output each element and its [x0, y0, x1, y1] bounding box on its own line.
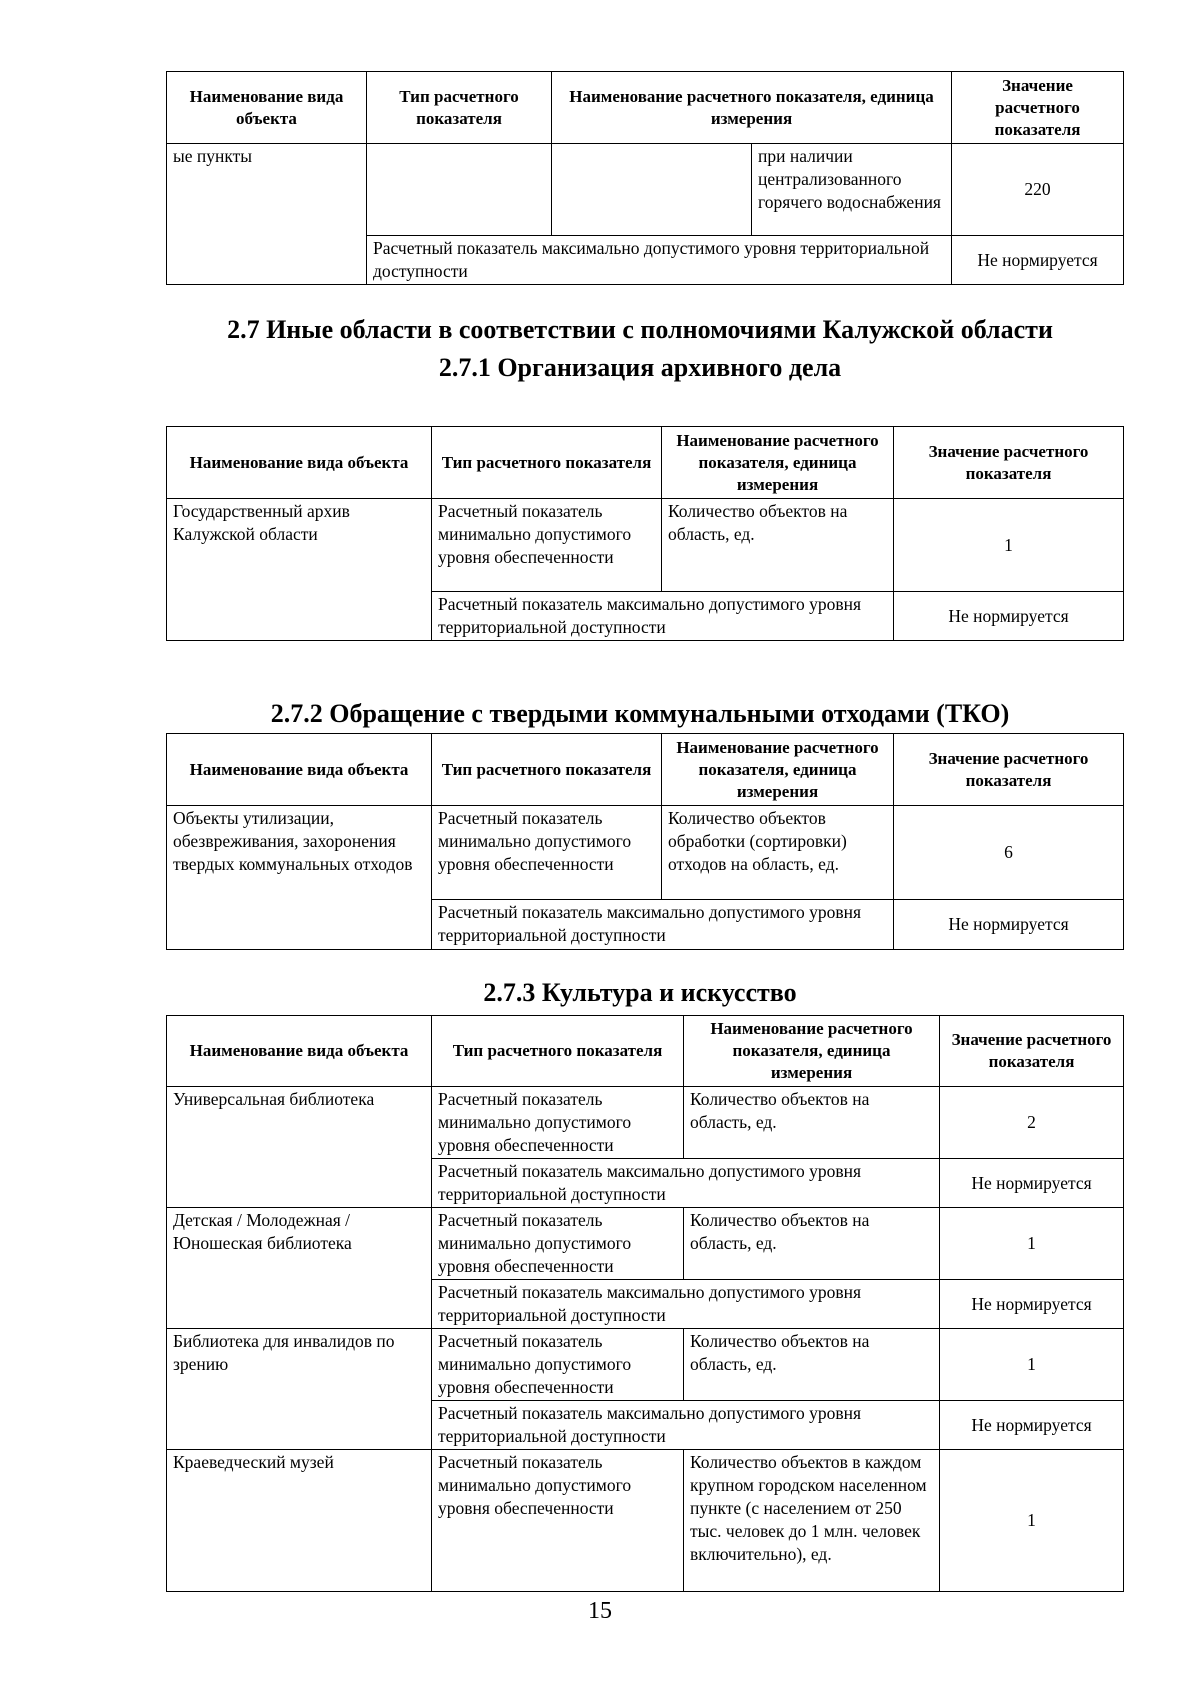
header-object-type: Наименование вида объекта [167, 734, 432, 806]
cell-value: 1 [894, 499, 1124, 592]
cell-value: 1 [940, 1329, 1124, 1401]
cell-value-max: Не нормируется [940, 1280, 1124, 1329]
cell-indicator-name: Количество объектов в каждом крупном городском населенном пункте (с населением от 250 тыс. человек до 1 млн. человек включительно), ед. [684, 1450, 940, 1592]
cell-indicator-name: Количество объектов на область, ед. [684, 1208, 940, 1280]
cell-indicator-type-max: Расчетный показатель максимально допустимого уровня территориальной доступности [432, 1401, 940, 1450]
table-continuation [166, 71, 1124, 285]
cell-object: Библиотека для инвалидов по зрению [167, 1329, 432, 1450]
cell-object: Универсальная библиотека [167, 1087, 432, 1208]
header-indicator-value: Значение расчетного показателя [894, 427, 1124, 499]
header-object-type: Наименование вида объекта [167, 1016, 432, 1087]
cell-indicator-name: Количество объектов обработки (сортировки) отходов на область, ед. [662, 806, 894, 900]
cell-indicator-type-max: Расчетный показатель максимально допустимого уровня территориальной доступности [367, 236, 952, 285]
page-number: 15 [588, 1598, 612, 1624]
header-indicator-type: Тип расчетного показателя [432, 427, 662, 499]
cell-value: 6 [894, 806, 1124, 900]
header-indicator-value: Значение расчетного показателя [940, 1016, 1124, 1087]
cell-indicator-type-min: Расчетный показатель минимально допустимого уровня обеспеченности [432, 806, 662, 900]
cell-indicator-type-min: Расчетный показатель минимально допустимого уровня обеспеченности [432, 499, 662, 592]
cell-value-max: Не нормируется [894, 592, 1124, 641]
table-archives [166, 426, 1124, 641]
cell-indicator-type-max: Расчетный показатель максимально допустимого уровня территориальной доступности [432, 900, 894, 950]
cell-indicator-type-min: Расчетный показатель минимально допустимого уровня обеспеченности [432, 1329, 684, 1401]
cell-value: 1 [940, 1208, 1124, 1280]
header-indicator-type: Тип расчетного показателя [432, 1016, 684, 1087]
cell-value: 1 [940, 1450, 1124, 1592]
cell-value: 220 [952, 144, 1124, 236]
cell-indicator-name: Количество объектов на область, ед. [684, 1087, 940, 1159]
cell-indicator-type-max: Расчетный показатель максимально допустимого уровня территориальной доступности [432, 1280, 940, 1329]
cell-value-max: Не нормируется [894, 900, 1124, 950]
cell-indicator-type-min: Расчетный показатель минимально допустимого уровня обеспеченности [432, 1208, 684, 1280]
header-indicator-value: Значение расчетного показателя [894, 734, 1124, 806]
cell-indicator-type-max: Расчетный показатель максимально допустимого уровня территориальной доступности [432, 592, 894, 641]
header-indicator-name: Наименование расчетного показателя, единица измерения [552, 72, 952, 144]
cell-value: 2 [940, 1087, 1124, 1159]
table-culture [166, 1015, 1124, 1592]
header-object-type: Наименование вида объекта [167, 72, 367, 144]
cell-value-max: Не нормируется [940, 1401, 1124, 1450]
cell-indicator-name: при наличии централизованного горячего водоснабжения [752, 144, 952, 236]
header-indicator-name: Наименование расчетного показателя, единица измерения [662, 427, 894, 499]
header-indicator-value: Значение расчетного показателя [952, 72, 1124, 144]
cell-indicator-type-min: Расчетный показатель минимально допустимого уровня обеспеченности [432, 1450, 684, 1592]
cell-value-max: Не нормируется [952, 236, 1124, 285]
section-heading-2-7-2: 2.7.2 Обращение с твердыми коммунальными отходами (ТКО) [270, 699, 1010, 728]
cell-value-max: Не нормируется [940, 1159, 1124, 1208]
cell-object: Детская / Молодежная / Юношеская библиотека [167, 1208, 432, 1329]
cell-empty [367, 144, 552, 236]
cell-indicator-name: Количество объектов на область, ед. [662, 499, 894, 592]
section-heading-2-7: 2.7 Иные области в соответствии с полномочиями Калужской области [227, 315, 1053, 344]
section-heading-2-7-3: 2.7.3 Культура и искусство [483, 978, 797, 1007]
cell-object: ые пункты [167, 144, 367, 285]
header-indicator-name: Наименование расчетного показателя, единица измерения [662, 734, 894, 806]
cell-indicator-type-max: Расчетный показатель максимально допустимого уровня территориальной доступности [432, 1159, 940, 1208]
cell-indicator-name: Количество объектов на область, ед. [684, 1329, 940, 1401]
table-solid-waste [166, 733, 1124, 950]
header-indicator-type: Тип расчетного показателя [432, 734, 662, 806]
header-indicator-type: Тип расчетного показателя [367, 72, 552, 144]
cell-object: Государственный архив Калужской области [167, 499, 432, 641]
cell-object: Объекты утилизации, обезвреживания, захоронения твердых коммунальных отходов [167, 806, 432, 950]
header-indicator-name: Наименование расчетного показателя, единица измерения [684, 1016, 940, 1087]
header-object-type: Наименование вида объекта [167, 427, 432, 499]
cell-empty [552, 144, 752, 236]
cell-object: Краеведческий музей [167, 1450, 432, 1592]
cell-indicator-type-min: Расчетный показатель минимально допустимого уровня обеспеченности [432, 1087, 684, 1159]
section-heading-2-7-1: 2.7.1 Организация архивного дела [438, 353, 842, 382]
